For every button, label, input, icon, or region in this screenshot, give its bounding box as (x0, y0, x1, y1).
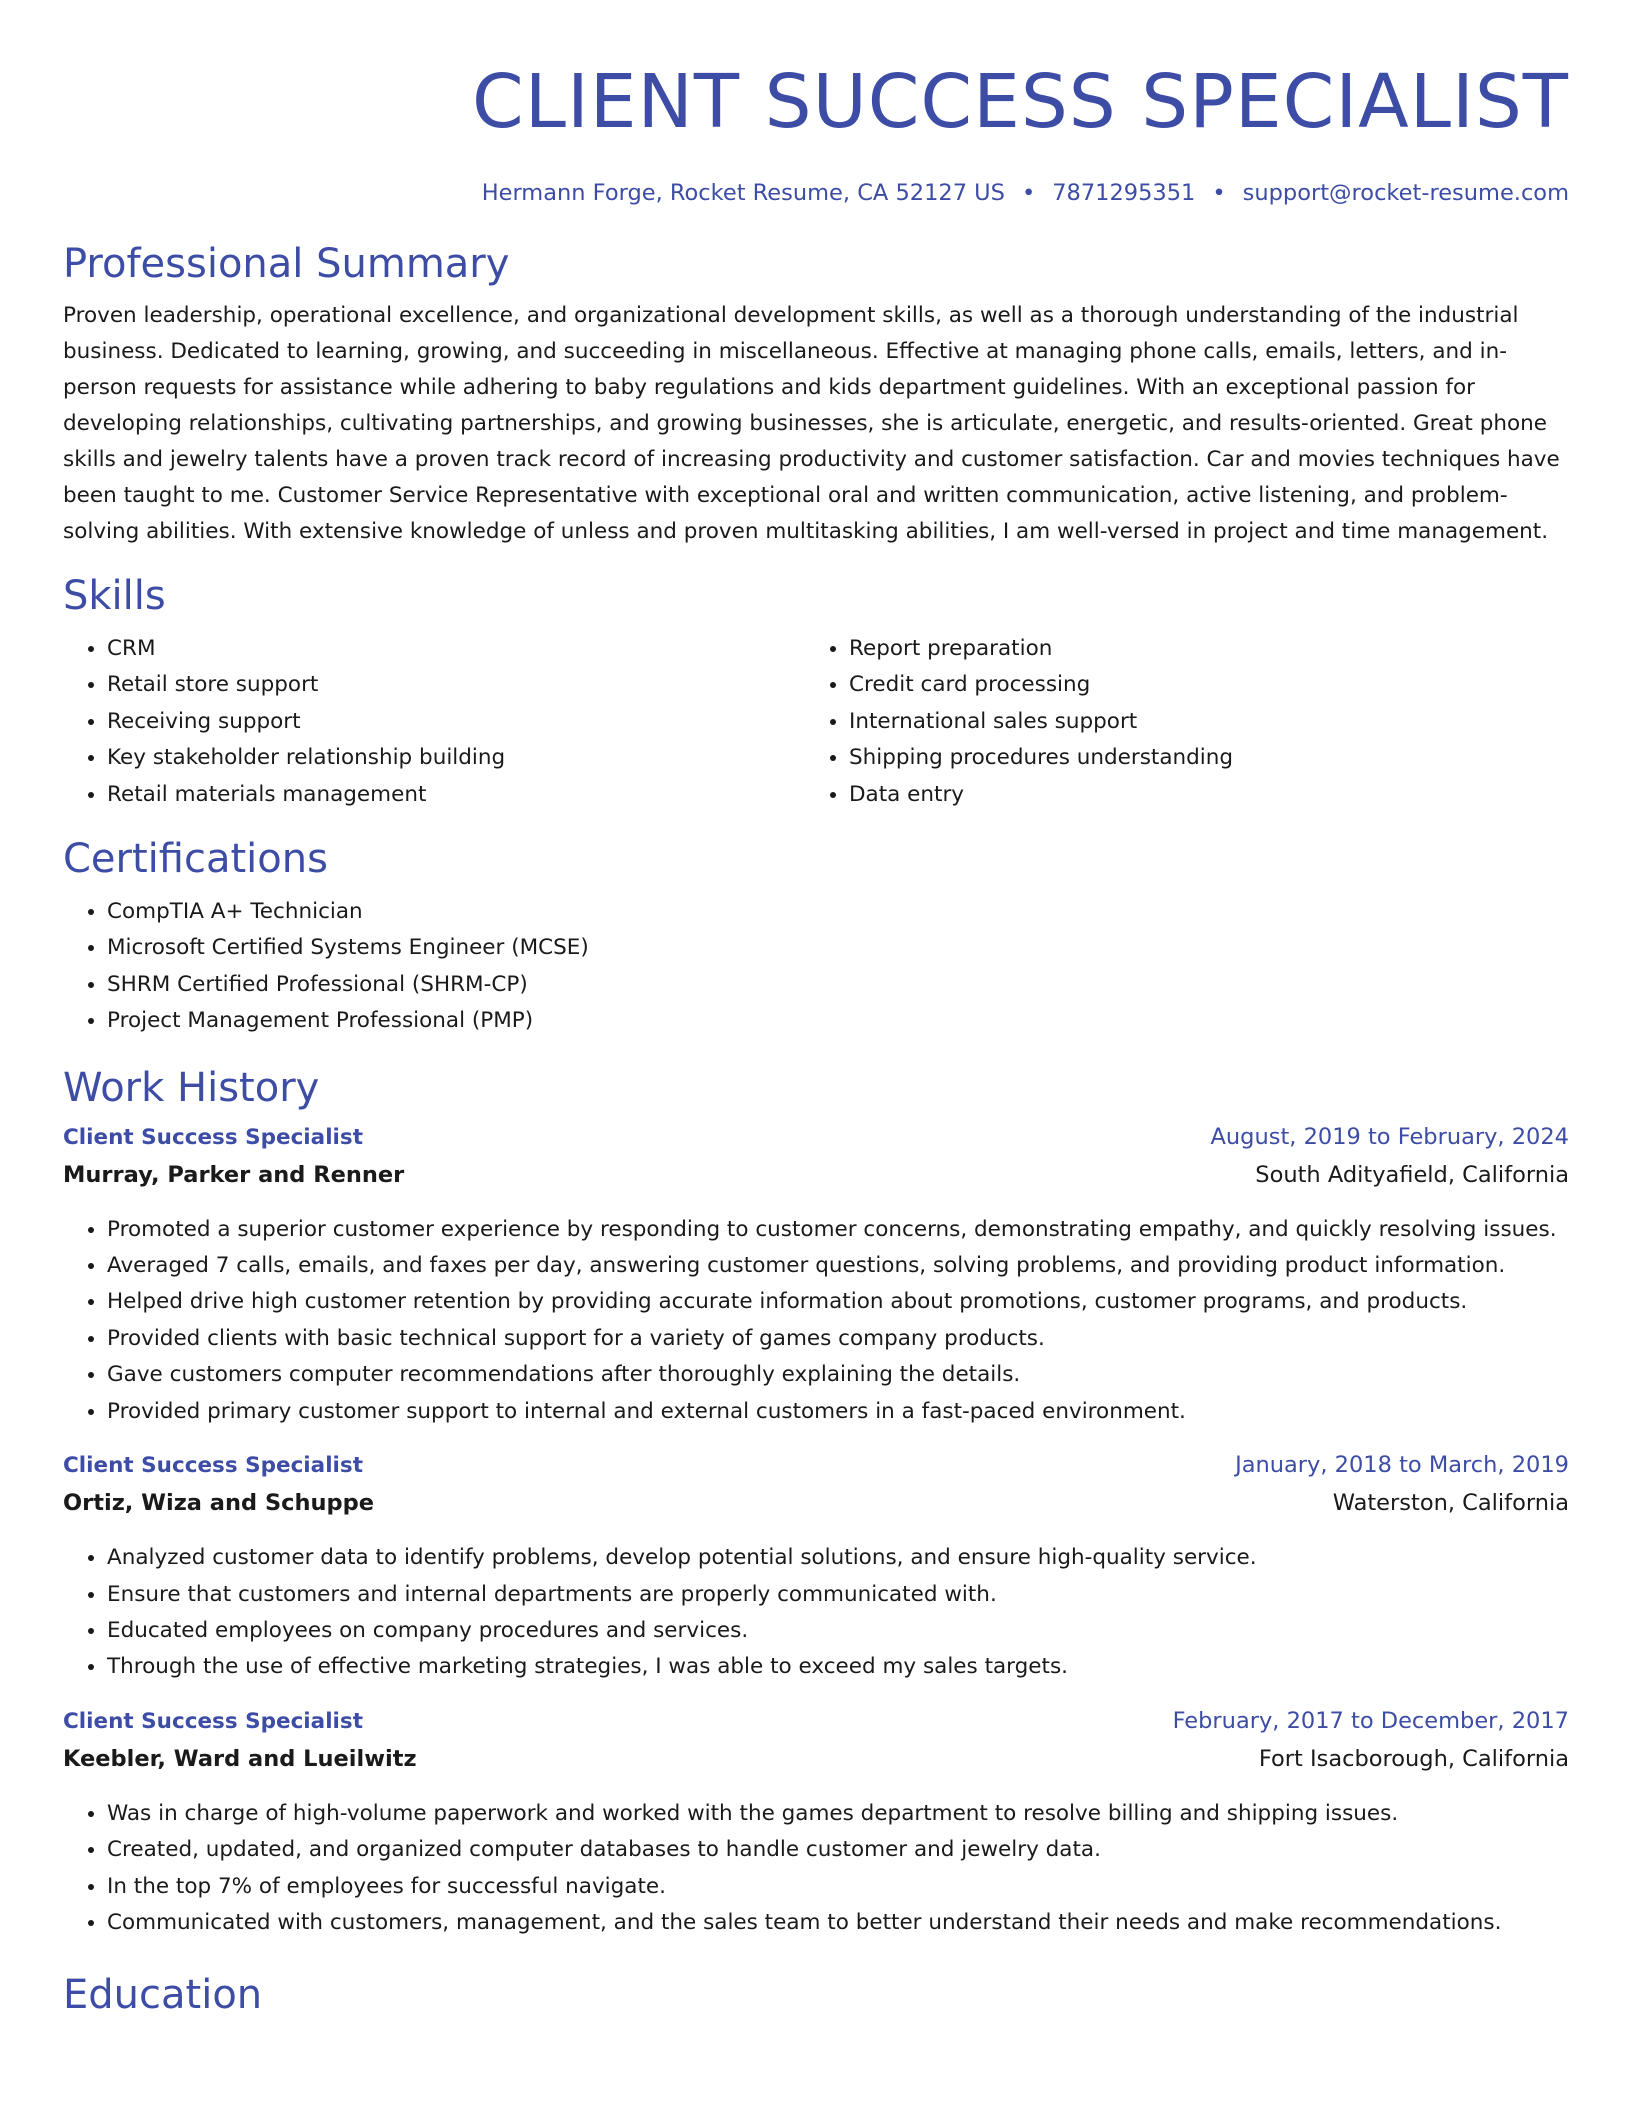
job-company: Murray, Parker and Renner (63, 1161, 405, 1188)
contact-email: support@rocket-resume.com (1242, 180, 1569, 206)
job-company: Ortiz, Wiza and Schuppe (63, 1490, 375, 1517)
job-subheader (63, 1490, 1569, 1530)
job-bullet: • Provided primary customer support to internal and external customers in a fast-paced environment. (107, 1394, 1569, 1430)
skill-item: • Key stakeholder relationship building (107, 740, 805, 776)
skills-column-right (805, 631, 1547, 813)
resume-title: CLIENT SUCCESS SPECIALIST (472, 59, 1569, 145)
work-history-heading: Work History (63, 1064, 320, 1111)
job-bullet: • Communicated with customers, management, and the sales team to better understand their needs and make recommendations. (107, 1905, 1569, 1941)
job-bullet: • Provided clients with basic technical support for a variety of games company products. (107, 1321, 1569, 1357)
job-bullet: • Analyzed customer data to identify problems, develop potential solutions, and ensure high-quality service. (107, 1540, 1569, 1576)
education-heading: Education (63, 1972, 263, 2019)
skill-item: • Credit card processing (849, 667, 1547, 703)
skill-item: • Receiving support (107, 704, 805, 740)
certification-item: • SHRM Certified Professional (SHRM-CP) (107, 967, 1569, 1003)
certification-item: • Microsoft Certified Systems Engineer (MCSE) (107, 930, 1569, 966)
job-bullets (63, 1212, 1569, 1430)
certification-item: • Project Management Professional (PMP) (107, 1003, 1569, 1039)
skill-item: • Report preparation (849, 631, 1547, 667)
job-bullet: • Through the use of effective marketing strategies, I was able to exceed my sales targets. (107, 1649, 1569, 1685)
contact-address: Hermann Forge, Rocket Resume, CA 52127 US (481, 180, 1005, 206)
certifications-heading: Certifications (63, 836, 328, 883)
certifications-list (63, 894, 1569, 1040)
job-dates: February, 2017 to December, 2017 (1172, 1707, 1569, 1734)
job-header (63, 1452, 1569, 1490)
job-header (63, 1708, 1569, 1746)
job-bullets (63, 1796, 1569, 1942)
job-bullet: • Was in charge of high-volume paperwork and worked with the games department to resolve billing and shipping issues. (107, 1796, 1569, 1832)
skill-item: • International sales support (849, 704, 1547, 740)
job-subheader (63, 1746, 1569, 1786)
job-dates: August, 2019 to February, 2024 (1210, 1123, 1569, 1150)
contact-separator: • (1021, 180, 1036, 206)
job-bullet: • Created, updated, and organized computer databases to handle customer and jewelry data. (107, 1832, 1569, 1868)
job-bullets (63, 1540, 1569, 1686)
contact-phone: 7871295351 (1052, 180, 1196, 206)
job-entry (63, 1124, 1569, 1430)
job-bullet: • Ensure that customers and internal departments are properly communicated with. (107, 1577, 1569, 1613)
job-bullet: • Educated employees on company procedures and services. (107, 1613, 1569, 1649)
skill-item: • CRM (107, 631, 805, 667)
job-subheader (63, 1162, 1569, 1202)
skill-item: • Data entry (849, 777, 1547, 813)
skill-item: • Retail store support (107, 667, 805, 703)
job-bullet: • Helped drive high customer retention by providing accurate information about promotions, customer programs, and products. (107, 1284, 1569, 1320)
skills-heading: Skills (63, 573, 166, 619)
summary-heading: Professional Summary (63, 241, 510, 287)
job-bullet: • Gave customers computer recommendations after thoroughly explaining the details. (107, 1357, 1569, 1393)
job-location: Fort Isacborough, California (1258, 1745, 1569, 1772)
skill-item: • Shipping procedures understanding (849, 740, 1547, 776)
certification-item: • CompTIA A+ Technician (107, 894, 1569, 930)
contact-separator: • (1212, 180, 1226, 206)
job-location: South Adityafield, California (1255, 1161, 1569, 1188)
job-bullet: • In the top 7% of employees for successful navigate. (107, 1869, 1569, 1905)
skill-item: • Retail materials management (107, 777, 805, 813)
job-title: Client Success Specialist (63, 1453, 364, 1479)
job-company: Keebler, Ward and Lueilwitz (63, 1745, 417, 1772)
job-title: Client Success Specialist (63, 1124, 364, 1150)
contact-line (63, 177, 1569, 209)
job-dates: January, 2018 to March, 2019 (1235, 1452, 1569, 1479)
skills-list (63, 631, 1569, 813)
job-title: Client Success Specialist (63, 1708, 364, 1734)
job-bullet: • Averaged 7 calls, emails, and faxes per day, answering customer questions, solving problems, and providing product information. (107, 1248, 1569, 1284)
job-entry (63, 1452, 1569, 1686)
job-bullet: • Promoted a superior customer experience by responding to customer concerns, demonstrating empathy, and quickly resolving issues. (107, 1212, 1569, 1248)
summary-text: Proven leadership, operational excellence, and organizational development skills, as well as a thorough understanding of the industrial business. Dedicated to learning, growing, and succeeding in miscellaneous. Effective at managing phone calls, emails, letters, and in-person requests for assistance while adhering to baby regulations and kids department guidelines. With an exceptional passion for developing relationships, cultivating partnerships, and growing businesses, she is articulate, energetic, and results-oriented. Great phone skills and jewelry talents have a proven track record of increasing productivity and customer satisfaction. Car and movies techniques have been taught to me. Customer Service Representative with exceptional oral and written communication, active listening, and problem-solving abilities. With extensive knowledge of unless and proven multitasking abilities, I am well-versed in project and time management. (63, 303, 1560, 544)
job-entry (63, 1708, 1569, 1942)
skills-column-left (63, 631, 805, 813)
job-header (63, 1124, 1569, 1162)
job-location: Waterston, California (1332, 1490, 1569, 1517)
